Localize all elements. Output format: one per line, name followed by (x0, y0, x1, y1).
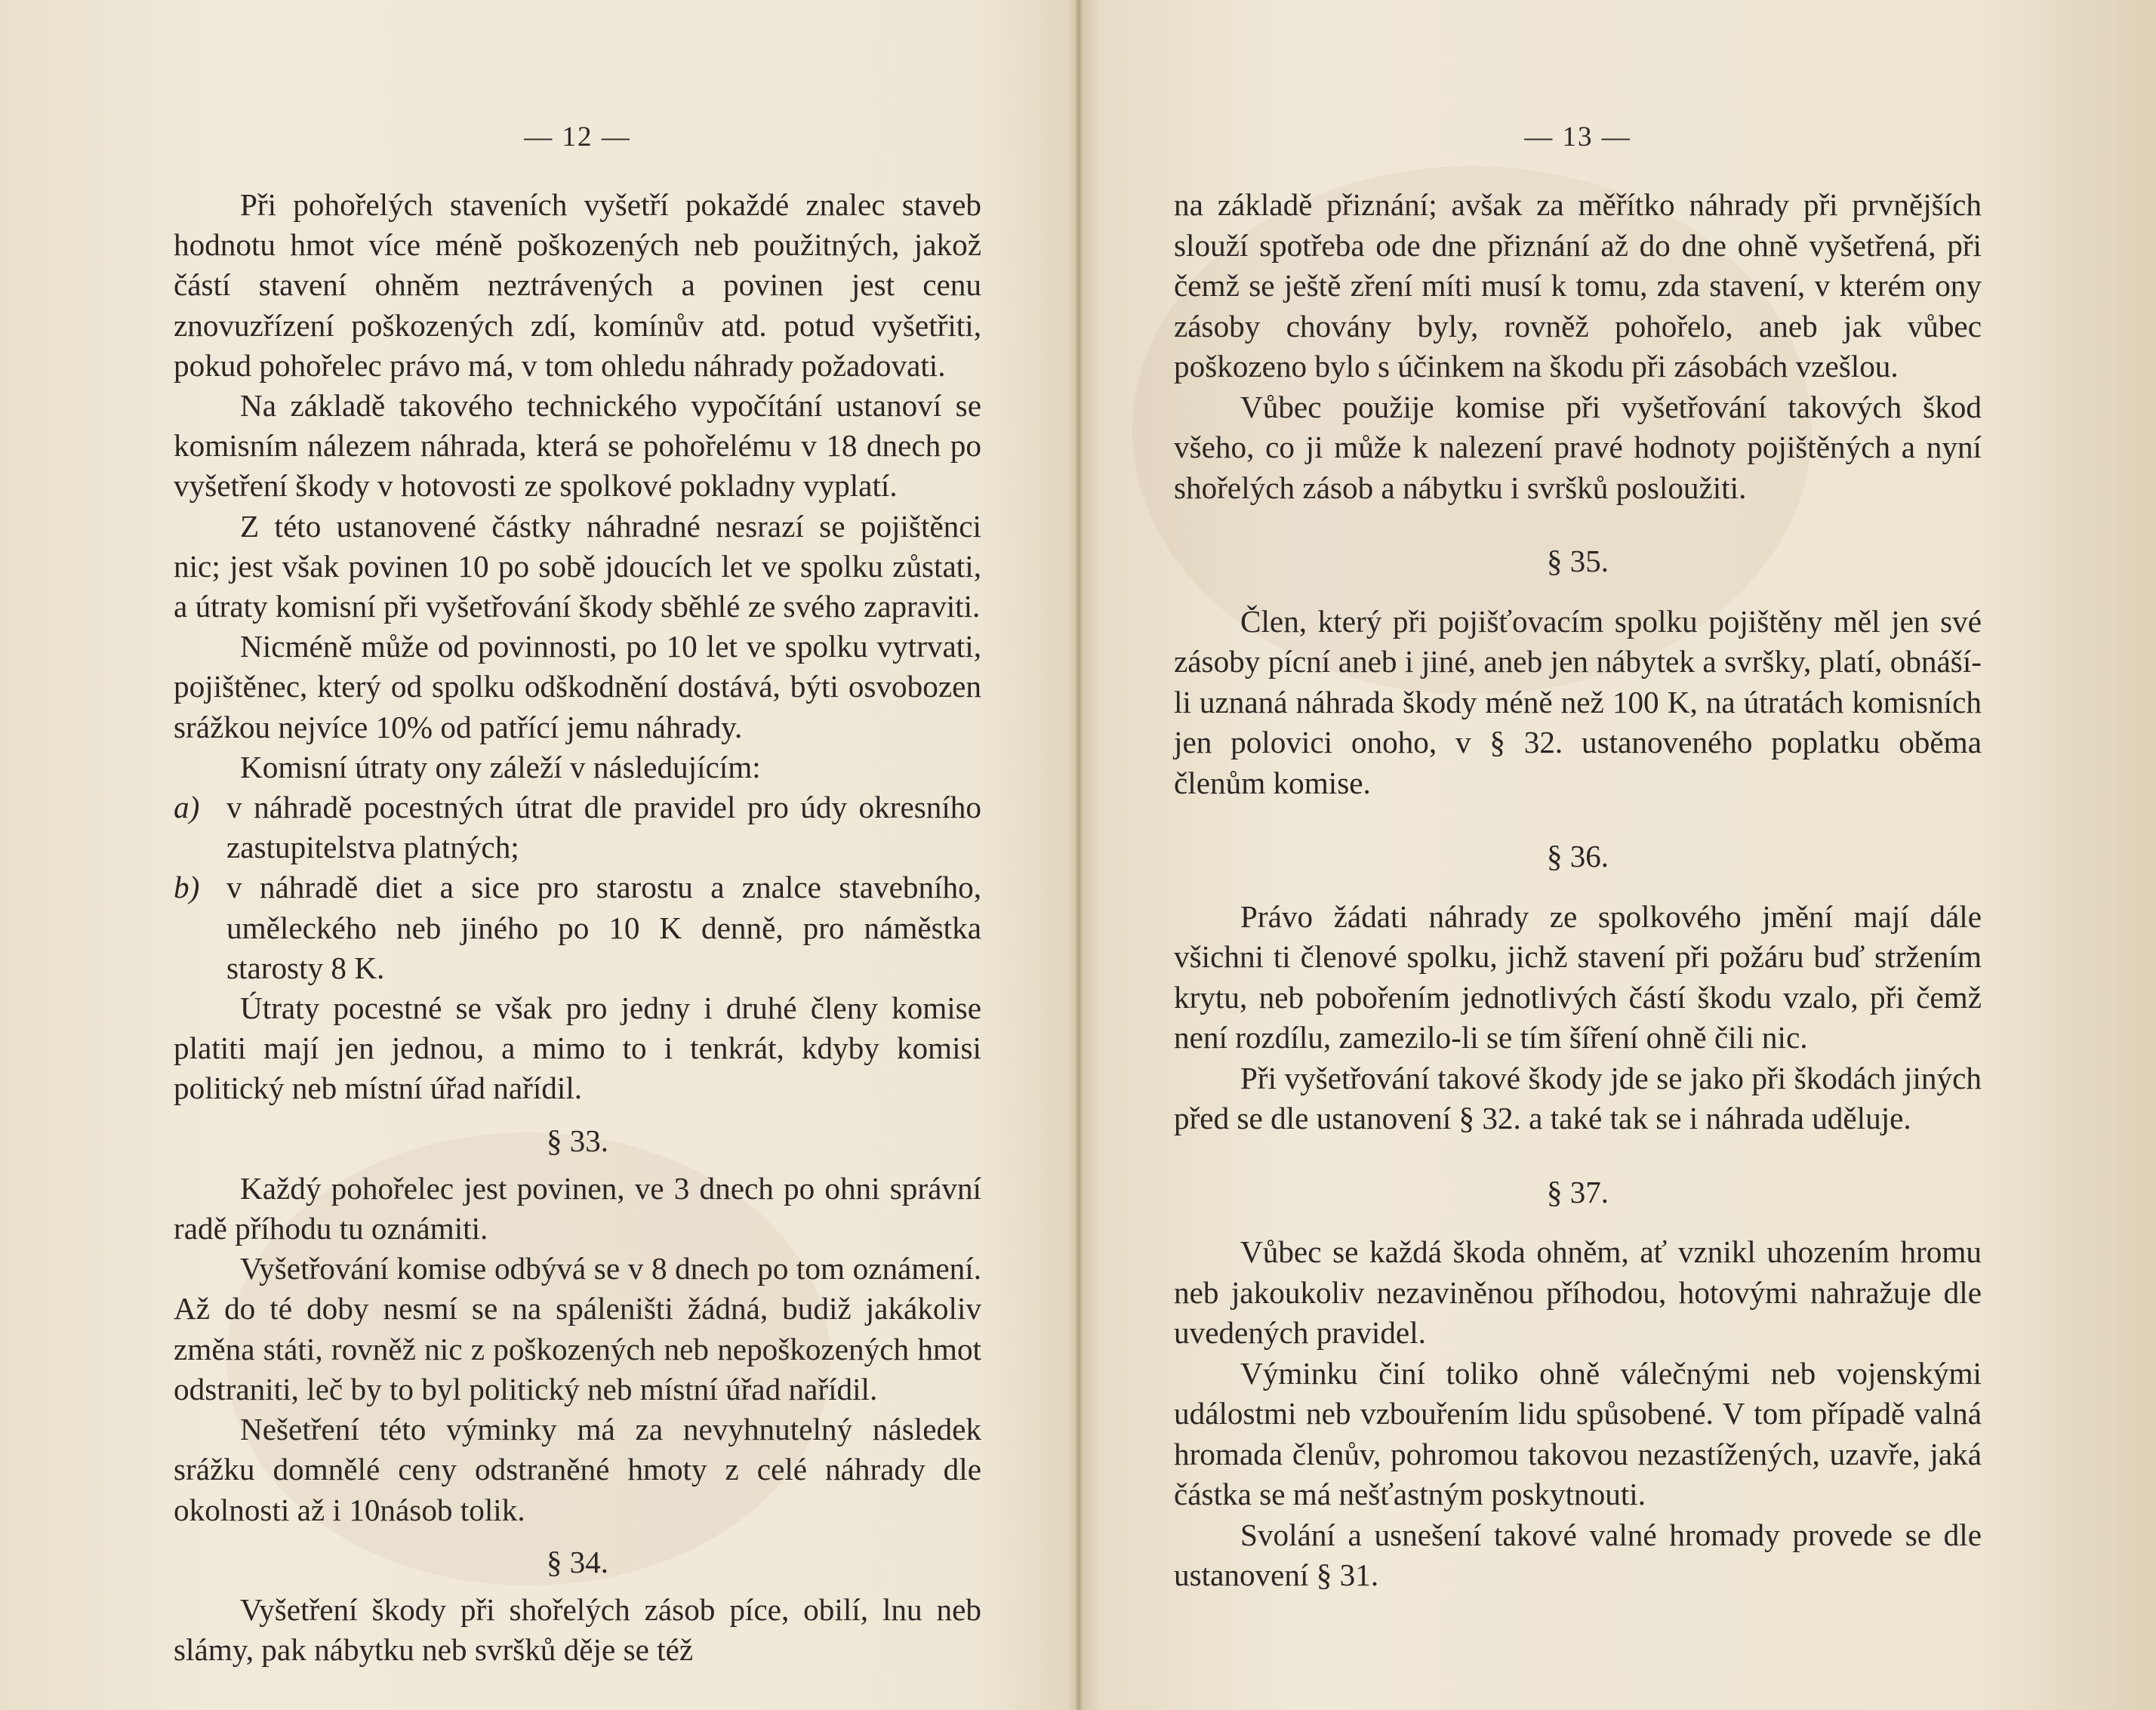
paragraph: Komisní útraty ony záleží v následujícím: (240, 749, 761, 784)
paragraph: Svolání a usnešení takové valné hromady provede se dle ustanovení § 31. (1174, 1517, 1982, 1592)
page-number: — 13 — (1524, 122, 1631, 153)
paragraph: Nešetření této výminky má za nevyhnutelný následek srážku domnělé ceny odstraněné hmoty z celé náhrady dle okolnosti až i 10násob tolik. (174, 1412, 981, 1527)
paragraph: Člen, který při pojišťovacím spolku pojištěny měl jen své zásoby pícní aneb i jiné, aneb jen nábytek a svršky, platí, obnáší-li uznaná náhrada škody méně než 100 K, na útratách komisních jen polovici onoho, v § 32. ustanoveného poplatku oběma členům komise. (1174, 603, 1982, 800)
paragraph: Na základě takového technického vypočítání ustanoví se komisním nálezem náhrada, která se pohořelému v 18 dnech po vyšetření škody v hotovosti ze spolkové pokladny vyplatí. (174, 388, 981, 504)
paragraph: Vyšetřování komise odbývá se v 8 dnech po tom oznámení. Až do té doby nesmí se na spáleništi žádná, budiž jakákoliv změna státi, rovněž nic z poškozených neb nepoškozených hmot odstraniti, leč by to byl politický neb místní úřad nařídil. (174, 1251, 981, 1407)
paragraph: Při pohořelých staveních vyšetří pokaždé znalec staveb hodnotu hmot více méně poškozených neb použitných, jakož částí stavení ohněm neztrávených a povinen jest cenu znovuzřízení poškozených zdí, komínův atd. potud vyšetřiti, pokud pohořelec právo má, v tom ohledu náhrady požadovati. (174, 187, 981, 383)
paragraph: Vůbec použije komise při vyšetřování takových škod všeho, co ji může k nalezení pravé hodnoty pojištěných a nyní shořelých zásob a nábytku i svršků posloužiti. (1174, 389, 1982, 505)
paragraph: Z této ustanovené částky náhradné nesrazí se pojištěnci nic; jest však povinen 10 po sobě jdoucích let ve spolku zůstati, a útraty komisní při vyšetřování škody sběhlé ze svého zapraviti. (174, 508, 981, 624)
list-marker: b) (174, 870, 200, 905)
list-item (174, 787, 981, 867)
paragraph: na základě přiznání; avšak za měřítko náhrady při prvnějších slouží spotřeba ode dne přiznání až do dne ohně vyšetřená, při čemž se ještě zření míti musí k tomu, zda stavení, v kterém ony zásoby chovány byly, rovněž pohořelo, aneb jak vůbec poškozeno bylo s účinkem na škodu při zásobách vzešlou. (1174, 187, 1982, 384)
book-gutter (1075, 0, 1083, 1710)
left-page (174, 0, 981, 1710)
page-text (174, 185, 981, 1670)
page-text (1174, 185, 1982, 1596)
list-marker: a) (174, 790, 200, 825)
paragraph: Vůbec se každá škoda ohněm, ať vznikl uhozením hromu neb jakoukoliv nezaviněnou příhodou, hotovými nahražuje dle uvedených pravidel. (1174, 1234, 1982, 1350)
paragraph: Právo žádati náhrady ze spolkového jmění mají dále všichni ti členové spolku, jichž stavení při požáru buď stržením krytu, neb pobořením jednotlivých částí škodu vzalo, při čemž není rozdílu, zamezilo-li se tím šíření ohně čili nic. (1174, 898, 1982, 1055)
list-item-text: v náhradě pocestných útrat dle pravidel pro údy okresního zastupitelstva platných; (226, 790, 981, 865)
list-item-text: v náhradě diet a sice pro starostu a znalce stavebního, uměleckého neb jiného po 10 K denně, pro náměstka starosty 8 K. (226, 870, 981, 985)
paragraph: Každý pohořelec jest povinen, ve 3 dnech po ohni správní radě příhodu tu oznámiti. (174, 1170, 981, 1246)
paragraph: Při vyšetřování takové škody jde se jako při škodách jiných před se dle ustanovení § 32. a také tak se i náhrada uděluje. (1174, 1060, 1982, 1135)
section-heading: § 36. (1547, 839, 1609, 873)
paragraph: Nicméně může od povinnosti, po 10 let ve spolku vytrvati, pojištěnec, který od spolku odškodnění dostává, býti osvobozen srážkou nejvíce 10% od patřící jemu náhrady. (174, 629, 981, 744)
section-heading: § 34. (547, 1544, 608, 1579)
page-number: — 12 — (524, 122, 631, 153)
list-item (174, 867, 981, 988)
right-page (1174, 0, 1982, 1710)
section-heading: § 35. (1547, 544, 1609, 578)
section-heading: § 37. (1547, 1174, 1609, 1209)
paragraph: Výminku činí toliko ohně válečnými neb vojenskými událostmi neb vzbouřením lidu spůsobené. V tom případě valná hromada členův, pohromou takovou nezastížených, uzavře, jaká částka se má nešťastným poskytnouti. (1174, 1355, 1982, 1511)
paragraph: Útraty pocestné se však pro jedny i druhé členy komise platiti mají jen jednou, a mimo to i tenkrát, kdyby komisi politický neb místní úřad nařídil. (174, 991, 981, 1106)
paragraph: Vyšetření škody při shořelých zásob píce, obilí, lnu neb slámy, pak nábytku neb svršků děje se též (174, 1591, 981, 1668)
section-heading: § 33. (547, 1123, 608, 1158)
